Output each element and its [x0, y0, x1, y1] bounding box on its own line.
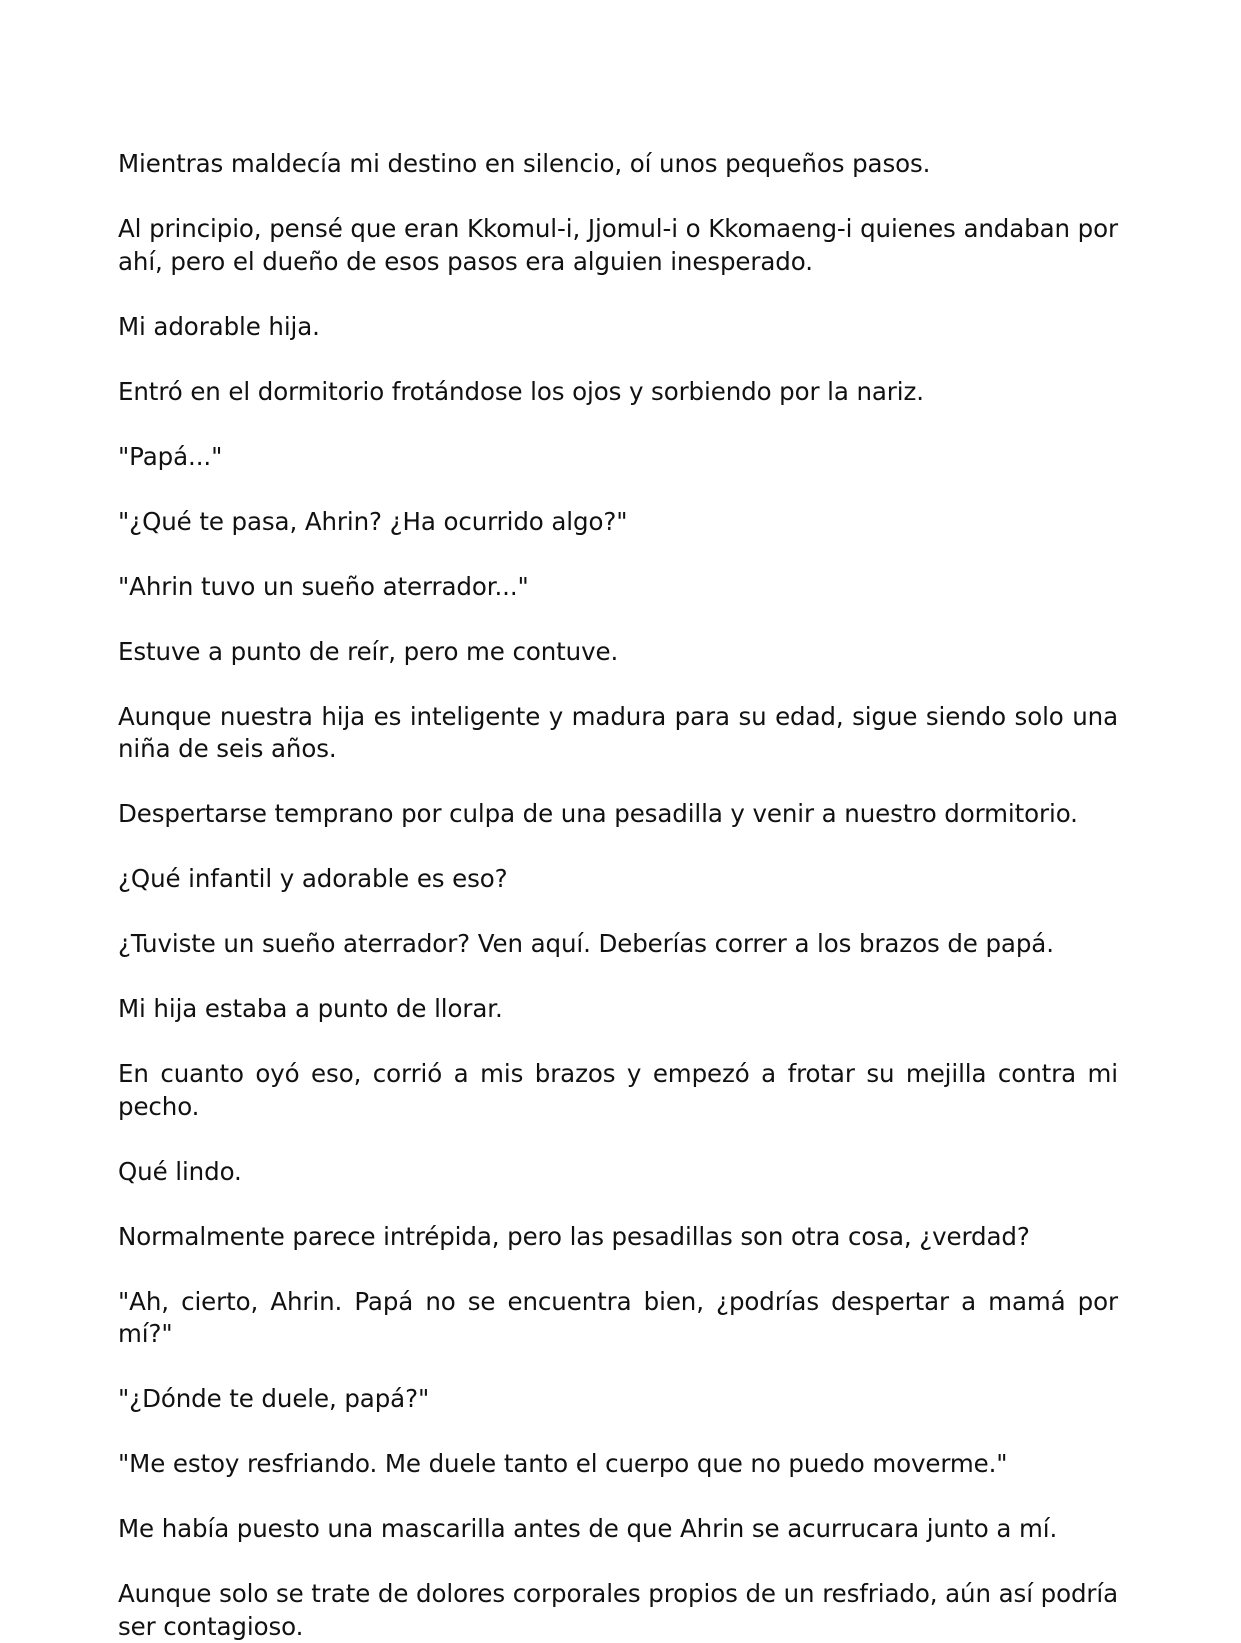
dialogue-line: "Me estoy resfriando. Me duele tanto el cuerpo que no puedo moverme." — [118, 1449, 1008, 1478]
paragraph: ¿Tuviste un sueño aterrador? Ven aquí. Deberías correr a los brazos de papá. — [118, 929, 1054, 958]
paragraph: Qué lindo. — [118, 1156, 242, 1186]
paragraph: Aunque nuestra hija es inteligente y madura para su edad, sigue siendo solo una niña de seis años. — [118, 701, 1118, 763]
dialogue-line: "¿Qué te pasa, Ahrin? ¿Ha ocurrido algo?" — [118, 506, 628, 536]
paragraph: Estuve a punto de reír, pero me contuve. — [118, 636, 619, 666]
paragraph: Mi hija estaba a punto de llorar. — [118, 994, 503, 1023]
dialogue-line: "¿Dónde te duele, papá?" — [118, 1384, 430, 1413]
dialogue-line: "Ahrin tuvo un sueño aterrador..." — [118, 571, 529, 601]
paragraph: Al principio, pensé que eran Kkomul-i, Jjomul-i o Kkomaeng-i quienes andaban por ahí, pero el dueño de esos pasos era alguien inesperado. — [118, 214, 1118, 276]
paragraph: Normalmente parece intrépida, pero las pesadillas son otra cosa, ¿verdad? — [118, 1221, 1030, 1251]
dialogue-line: "Ah, cierto, Ahrin. Papá no se encuentra bien, ¿podrías despertar a mamá por mí?" — [118, 1286, 1118, 1348]
paragraph: En cuanto oyó eso, corrió a mis brazos y empezó a frotar su mejilla contra mi pecho. — [118, 1059, 1118, 1121]
document-body — [118, 148, 1118, 1643]
dialogue-line: "Papá..." — [118, 441, 223, 471]
paragraph: Me había puesto una mascarilla antes de que Ahrin se acurrucara junto a mí. — [118, 1514, 1058, 1543]
paragraph: Mi adorable hija. — [118, 311, 320, 341]
paragraph: Aunque solo se trate de dolores corporales propios de un resfriado, aún así podría ser contagioso. — [118, 1579, 1118, 1641]
paragraph: Mientras maldecía mi destino en silencio, oí unos pequeños pasos. — [118, 149, 931, 178]
paragraph: Despertarse temprano por culpa de una pesadilla y venir a nuestro dormitorio. — [118, 799, 1078, 828]
paragraph: ¿Qué infantil y adorable es eso? — [118, 864, 508, 893]
paragraph: Entró en el dormitorio frotándose los ojos y sorbiendo por la nariz. — [118, 376, 924, 406]
